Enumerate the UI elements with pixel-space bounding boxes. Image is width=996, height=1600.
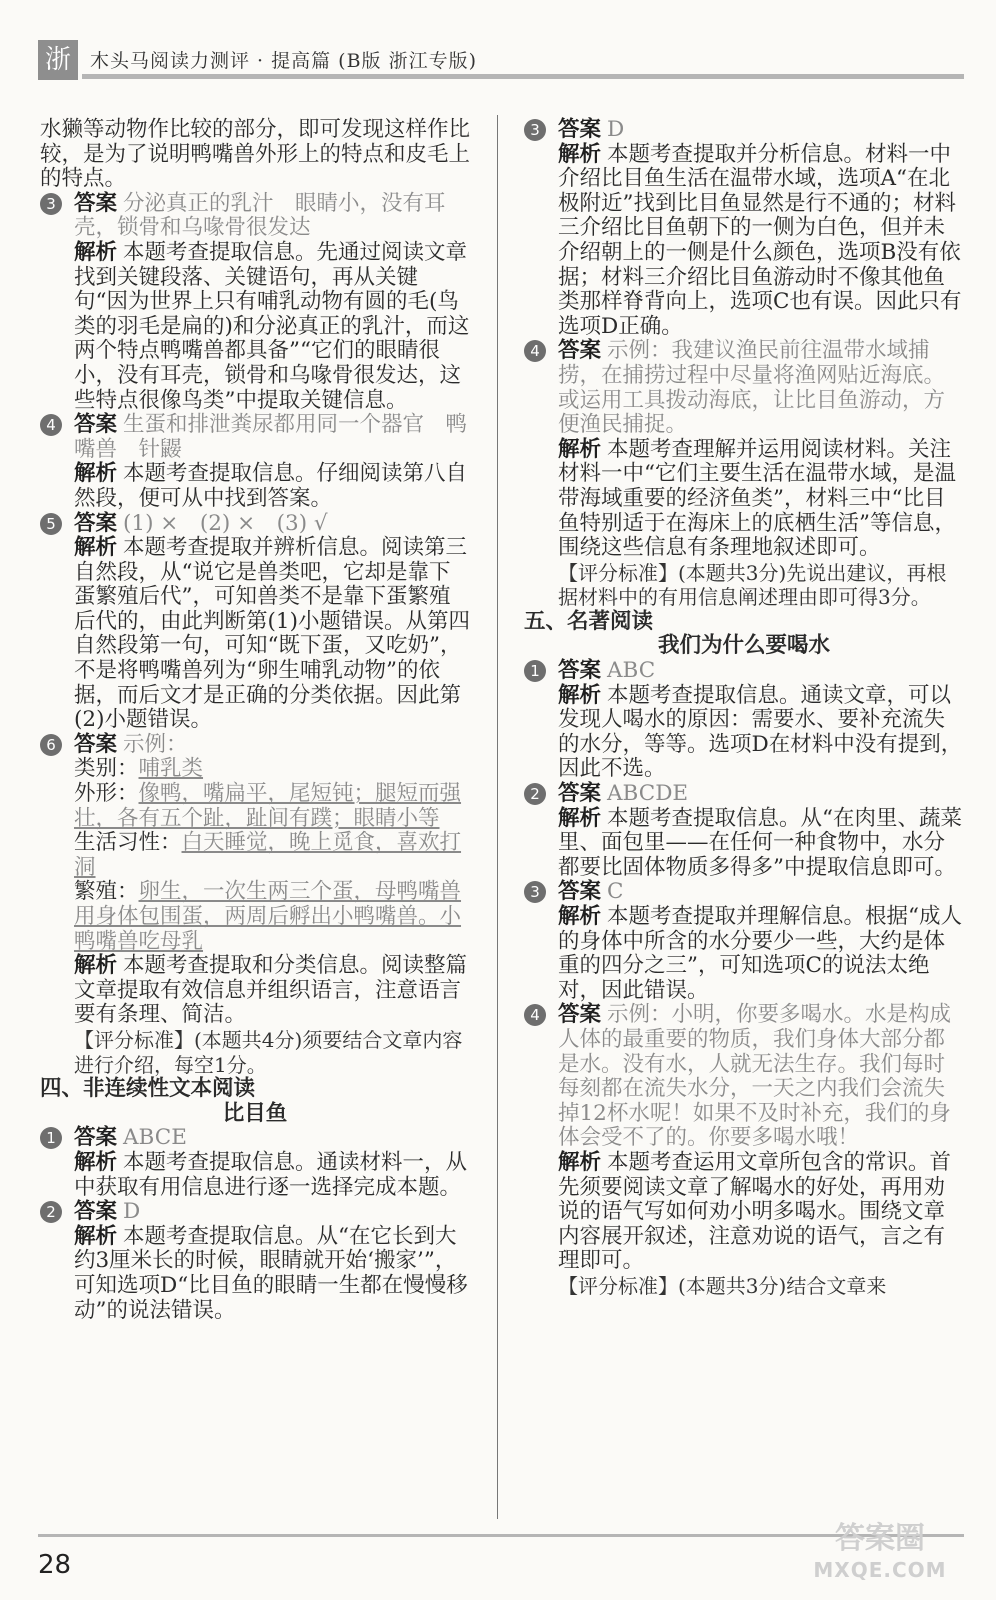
answer-text: 示例：我建议渔民前往温带水域捕捞，在捕捞过程中尽量将渔网贴近海底。或运用工具拨动海底，让比目鱼游动，方便渔民捕捉。 (558, 338, 946, 438)
question-number-badge: 4 (524, 340, 546, 362)
analysis-label: 解析 (74, 461, 118, 487)
analysis-label: 解析 (558, 1149, 602, 1175)
answer-label: 答案 (558, 879, 602, 905)
analysis-text: 本题考查提取并理解信息。根据“成人的身体中所含的水分要少一些，大约是体重的四分之三”，可知选项C的说法太绝对，因此错误。 (558, 904, 963, 1003)
analysis-text: 本题考查提取并辨析信息。阅读第三自然段，从“说它是兽类吧，它却是靠下蛋繁殖后代”，可知兽类不是靠下蛋繁殖后代的，由此判断第(1)小题错误。从第四自然段第一句，可知“既下蛋，又吃奶”，不是将鸭嘴兽列为“卵生哺乳动物”的依据，而后文才是正确的分类依据。因此第(2)小题错误。 (74, 535, 470, 733)
scoring-criteria: 【评分标准】(本题共3分)结合文章来 (558, 1273, 887, 1298)
section-heading: 四、非连续性文本阅读 (40, 1076, 256, 1102)
habit-value: 白天睡觉，晚上觅食，喜欢打洞 (74, 830, 462, 880)
watermark-logo-top: 答案圈 (835, 1521, 925, 1556)
breeding-label: 繁殖： (74, 879, 139, 905)
answer-text: 分泌真正的乳汁 眼睛小，没有耳壳，锁骨和乌喙骨很发达 (74, 190, 446, 241)
question-number-badge: 1 (524, 660, 546, 682)
analysis-text: 本题考查提取信息。通读文章，可以发现人喝水的原因：需要水、要补充流失的水分，等等。选项D在材料中没有提到，因此不选。 (558, 682, 963, 782)
question-4b (524, 1003, 964, 1298)
analysis-label: 解析 (558, 436, 602, 462)
analysis-text: 本题考查提取信息。仔细阅读第八自然段，便可从中找到答案。 (74, 461, 468, 511)
answer-text: 示例：小明，你要多喝水。水是构成人体的最重要的物质，我们身体大部分都是水。没有水，人就无法生存。我们每时每刻都在流失水分，一天之内我们会流失掉12杯水呢！如果不及时补充，我们的身体会受不了的。你要多喝水哦！ (558, 1002, 952, 1151)
analysis-text: 本题考查提取信息。从“在肉里、蔬菜里、面包里——在任何一种食物中，水分都要比固体物质多得多”中提取信息即可。 (558, 805, 963, 880)
answer-label: 答案 (74, 510, 118, 536)
question-3b (524, 880, 964, 1003)
answer-text: ABC (607, 658, 656, 684)
answer-text: ABCE (123, 1125, 187, 1151)
site-watermark-logo (800, 1520, 960, 1596)
analysis-label: 解析 (558, 805, 602, 831)
habit-label: 生活习性： (74, 830, 182, 856)
section-subtitle: 比目鱼 (222, 1100, 288, 1126)
analysis-label: 解析 (74, 1149, 118, 1175)
book-title: 木头马阅读力测评 · 提高篇 (B版 浙江专版) (90, 50, 477, 72)
answer-label: 答案 (558, 781, 602, 807)
analysis-label: 解析 (558, 141, 602, 167)
question-4 (524, 339, 964, 610)
left-column (40, 118, 470, 1323)
answer-label: 答案 (74, 1125, 118, 1151)
section-subtitle: 我们为什么要喝水 (657, 633, 830, 659)
answer-text: ABCDE (607, 781, 689, 807)
shape-value: 像鸭，嘴扁平，尾短钝；腿短而强壮，各有五个趾，趾间有蹼；眼睛小等 (74, 781, 462, 831)
province-logo: 浙 (38, 40, 78, 80)
answer-label: 答案 (74, 412, 118, 438)
scoring-criteria: 【评分标准】(本题共4分)须要结合文章内容进行介绍，每空1分。 (74, 1027, 463, 1077)
header-rule (82, 74, 964, 79)
question-number-badge: 6 (40, 734, 62, 756)
question-number-badge: 4 (524, 1004, 546, 1026)
analysis-label: 解析 (74, 953, 118, 979)
right-column (524, 118, 964, 1299)
question-6 (40, 733, 470, 1077)
answer-label: 答案 (558, 658, 602, 684)
analysis-text: 本题考查提取信息。先通过阅读文章找到关键段落、关键语句，再从关键句“因为世界上只有哺乳动物有圆的毛(鸟类的羽毛是扁的)和分泌真正的乳汁，而这两个特点鸭嘴兽都具备”“它们的眼睛很小，没有耳壳，锁骨和乌喙骨很发达，这些特点很像鸟类”中提取关键信息。 (74, 239, 470, 413)
answer-text: (1) × (2) × (3) √ (123, 510, 328, 536)
question-3 (40, 192, 470, 413)
answer-text: 示例： (123, 731, 188, 757)
question-number-badge: 2 (40, 1201, 62, 1223)
question-2 (524, 782, 964, 880)
analysis-text: 本题考查提取信息。从“在它长到大约3厘米长的时候，眼睛就开始‘搬家’”，可知选项D“比目鱼的眼睛一生都在慢慢移动”的说法错误。 (74, 1223, 468, 1323)
analysis-text: 本题考查提取并分析信息。材料一中介绍比目鱼生活在温带水域，选项A“在北极附近”找到比目鱼显然是行不通的；材料三介绍比目鱼朝下的一侧为白色，但并未介绍朝上的一侧是什么颜色，选项B没有依据；材料三介绍比目鱼游动时不像其他鱼类那样脊背向上，选项C也有误。因此只有选项D正确。 (558, 141, 962, 339)
category-label: 类别： (74, 756, 139, 782)
section-heading: 五、名著阅读 (524, 608, 654, 634)
question-4 (40, 413, 470, 511)
watermark-logo-bottom: MXQE.COM (813, 1558, 947, 1582)
analysis-text: 本题考查提取和分类信息。阅读整篇文章提取有效信息并组织语言，注意语言要有条理、简洁。 (74, 953, 468, 1028)
scoring-criteria: 【评分标准】(本题共3分)先说出建议，再根据材料中的有用信息阐述理由即可得3分。 (558, 560, 947, 610)
answer-label: 答案 (558, 1002, 602, 1028)
intro-paragraph: 水獭等动物作比较的部分，即可发现这样作比较，是为了说明鸭嘴兽外形上的特点和皮毛上的特点。 (40, 117, 471, 192)
question-number-badge: 3 (524, 119, 546, 141)
question-number-badge: 2 (524, 783, 546, 805)
answer-text: C (607, 879, 624, 905)
shape-label: 外形： (74, 781, 139, 807)
page-number: 28 (38, 1550, 72, 1580)
question-number-badge: 1 (40, 1127, 62, 1149)
question-1 (524, 659, 964, 782)
question-number-badge: 4 (40, 414, 62, 436)
question-number-badge: 3 (40, 193, 62, 215)
answer-label: 答案 (74, 1199, 118, 1225)
analysis-label: 解析 (74, 535, 118, 561)
question-number-badge: 3 (524, 881, 546, 903)
question-number-badge: 5 (40, 513, 62, 535)
answer-text: 生蛋和排泄粪尿都用同一个器官 鸭嘴兽 针鼹 (74, 412, 468, 462)
analysis-text: 本题考查运用文章所包含的常识。首先须要阅读文章了解喝水的好处，再用劝说的语气写如何劝小明多喝水。围绕文章内容展开叙述，注意劝说的语气，言之有理即可。 (558, 1149, 952, 1274)
question-5 (40, 512, 470, 733)
answer-label: 答案 (558, 338, 602, 364)
analysis-label: 解析 (558, 682, 602, 708)
answer-text: D (123, 1199, 141, 1225)
answer-label: 答案 (74, 731, 118, 757)
question-2 (40, 1200, 470, 1323)
column-divider (497, 115, 498, 1519)
breeding-value: 卵生，一次生两三个蛋，母鸭嘴兽用身体包围蛋，两周后孵出小鸭嘴兽。小鸭嘴兽吃母乳 (74, 879, 462, 954)
question-3 (524, 118, 964, 339)
answer-text: D (607, 117, 625, 142)
category-value: 哺乳类 (138, 756, 204, 782)
analysis-label: 解析 (74, 239, 118, 265)
question-1 (40, 1126, 470, 1200)
answer-label: 答案 (74, 190, 118, 216)
analysis-label: 解析 (558, 904, 602, 929)
analysis-label: 解析 (74, 1223, 118, 1249)
analysis-text: 本题考查提取信息。通读材料一，从中获取有用信息进行逐一选择完成本题。 (74, 1149, 468, 1200)
page-header (38, 40, 964, 80)
analysis-text: 本题考查理解并运用阅读材料。关注材料一中“它们主要生活在温带水域，是温带海域重要的经济鱼类”，材料三中“比目鱼特别适于在海床上的底栖生活”等信息，围绕这些信息有条理地叙述即可。 (558, 436, 956, 561)
answer-label: 答案 (558, 117, 602, 142)
